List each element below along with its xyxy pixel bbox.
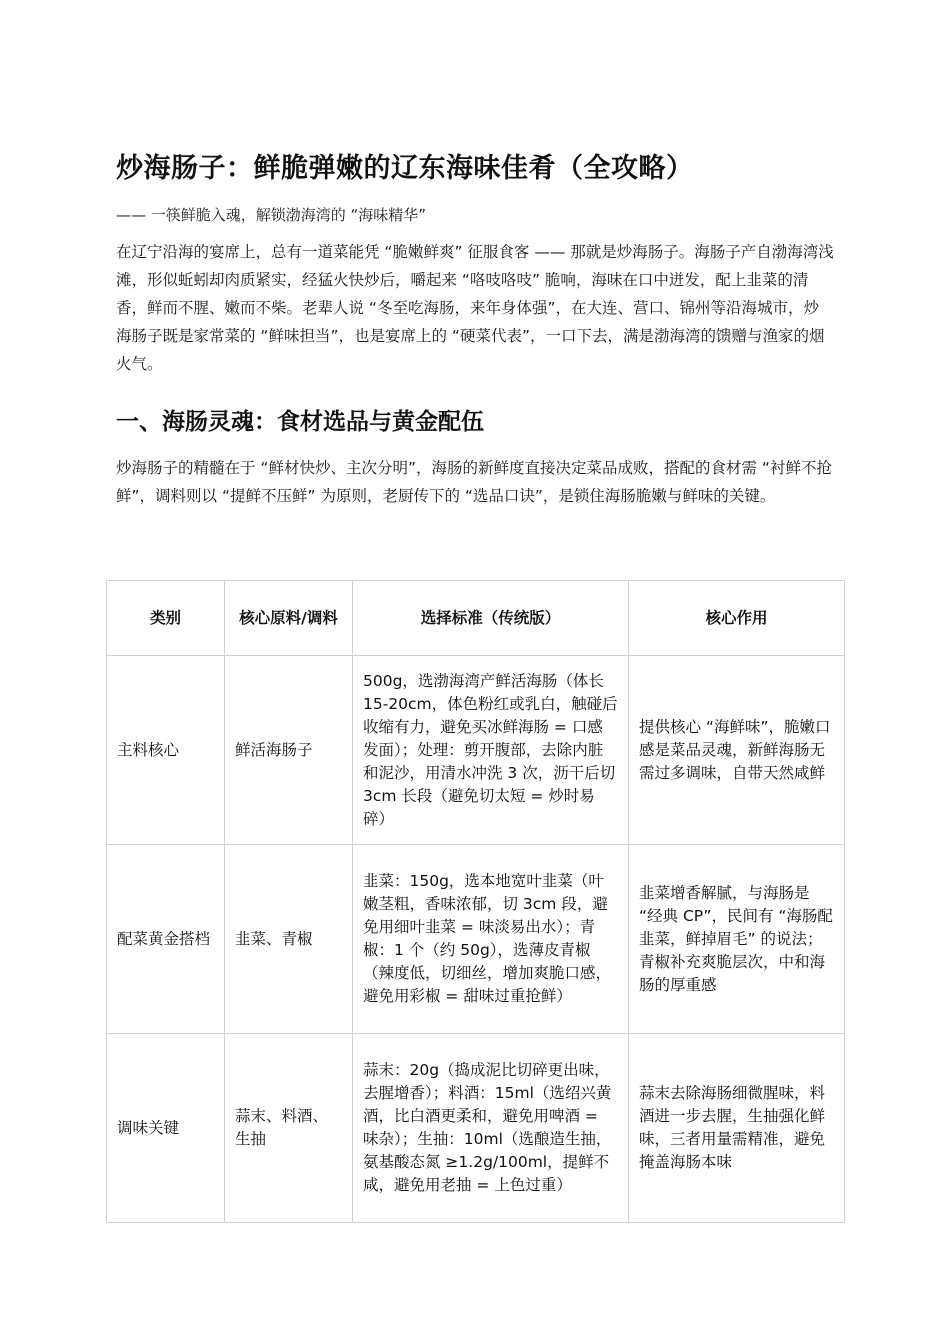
- header-ingredient: 核心原料/调料: [225, 581, 353, 656]
- header-category: 类别: [107, 581, 225, 656]
- doc-title: 炒海肠子：鲜脆弹嫩的辽东海味佳肴（全攻略）: [116, 153, 694, 184]
- cell-role: 韭菜增香解腻，与海肠是 “经典 CP”，民间有 “海肠配韭菜，鲜掉眉毛” 的说法；青椒补充爽脆层次，中和海肠的厚重感: [629, 845, 845, 1034]
- cell-category: 配菜黄金搭档: [107, 845, 225, 1034]
- cell-standard: 500g，选渤海湾产鲜活海肠（体长 15-20cm，体色粉红或乳白，触碰后收缩有力，避免买冰鲜海肠 = 口感发面）；处理：剪开腹部，去除内脏和泥沙，用清水冲洗 3 次，沥干后切 3cm 长段（避免切太短 = 炒时易碎）: [353, 656, 629, 845]
- intro-paragraph: 在辽宁沿海的宴席上，总有一道菜能凭 “脆嫩鲜爽” 征服食客 —— 那就是炒海肠子。海肠子产自渤海湾浅滩，形似蚯蚓却肉质紧实，经猛火快炒后，嚼起来 “咯吱咯吱” 脆响，海味在口中迸发，配上韭菜的清香，鲜而不腥、嫩而不柴。老辈人说 “冬至吃海肠，来年身体强”，在大连、营口、锦州等沿海城市，炒海肠子既是家常菜的 “鲜味担当”，也是宴席上的 “硬菜代表”，一口下去，满是渤海湾的馈赠与渔家的烟火气。: [116, 243, 834, 373]
- cell-ingredient: 韭菜、青椒: [225, 845, 353, 1034]
- table-row: [107, 845, 845, 1034]
- cell-standard: 韭菜：150g，选本地宽叶韭菜（叶嫩茎粗，香味浓郁，切 3cm 段，避免用细叶韭菜 = 味淡易出水）；青椒：1 个（约 50g），选薄皮青椒（辣度低，切细丝，增加爽脆口感，避免用彩椒 = 甜味过重抢鲜）: [353, 845, 629, 1034]
- section-paragraph: 炒海肠子的精髓在于 “鲜材快炒、主次分明”，海肠的新鲜度直接决定菜品成败，搭配的食材需 “衬鲜不抢鲜”，调料则以 “提鲜不压鲜” 为原则，老厨传下的 “选品口诀”，是锁住海肠脆嫩与鲜味的关键。: [116, 459, 832, 505]
- cell-standard: 蒜末：20g（捣成泥比切碎更出味，去腥增香）；料酒：15ml（选绍兴黄酒，比白酒更柔和，避免用啤酒 = 味杂）；生抽：10ml（选酿造生抽，氨基酸态氮 ≥1.2g/100ml，提鲜不咸，避免用老抽 = 上色过重）: [353, 1034, 629, 1223]
- doc-subtitle: —— 一筷鲜脆入魂，解锁渤海湾的 “海味精华”: [116, 206, 427, 224]
- cell-role: 提供核心 “海鲜味”，脆嫩口感是菜品灵魂，新鲜海肠无需过多调味，自带天然咸鲜: [629, 656, 845, 845]
- cell-category: 主料核心: [107, 656, 225, 845]
- cell-ingredient: 蒜末、料酒、生抽: [225, 1034, 353, 1223]
- table-header-row: [107, 581, 845, 656]
- section-heading: 一、海肠灵魂：食材选品与黄金配伍: [116, 409, 484, 435]
- cell-category: 调味关键: [107, 1034, 225, 1223]
- cell-role: 蒜末去除海肠细微腥味，料酒进一步去腥，生抽强化鲜味，三者用量需精准，避免掩盖海肠本味: [629, 1034, 845, 1223]
- header-role: 核心作用: [629, 581, 845, 656]
- table-row: [107, 656, 845, 845]
- cell-ingredient: 鲜活海肠子: [225, 656, 353, 845]
- ingredient-table: [106, 580, 845, 1223]
- table-row: [107, 1034, 845, 1223]
- header-standard: 选择标准（传统版）: [353, 581, 629, 656]
